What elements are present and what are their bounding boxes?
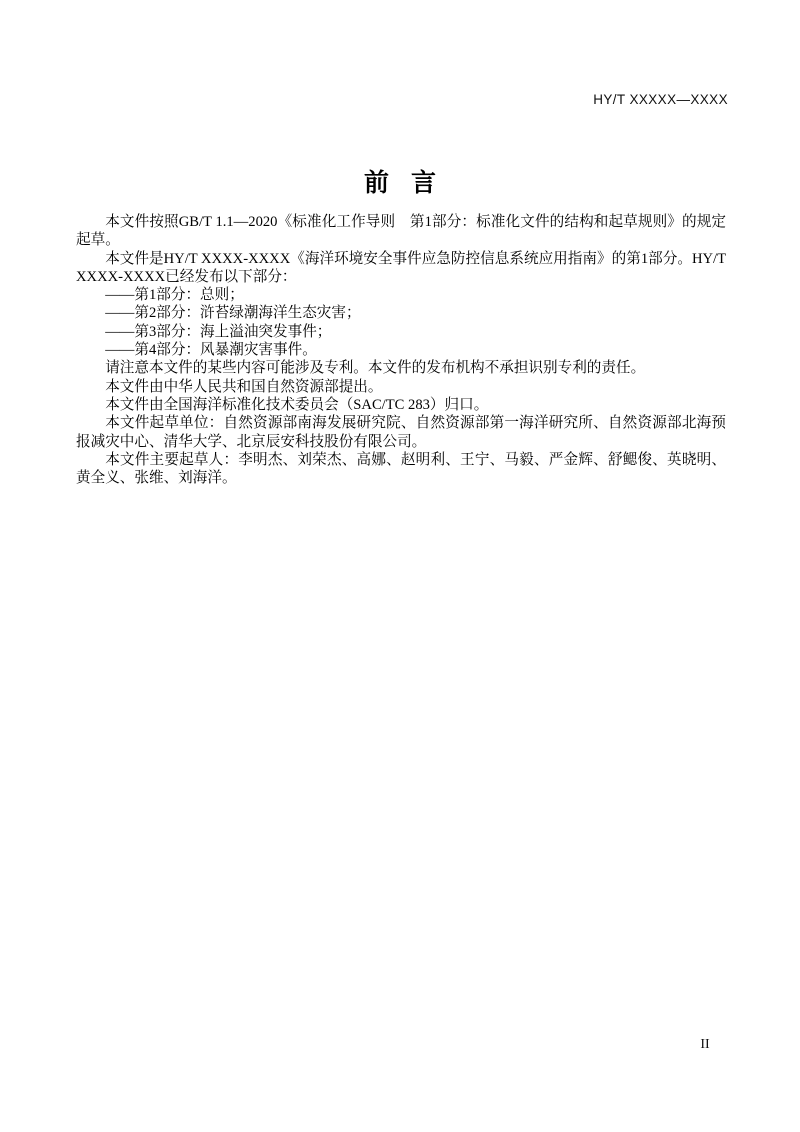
paragraph-technical-committee: 本文件由全国海洋标准化技术委员会（SAC/TC 283）归口。 <box>105 396 489 413</box>
paragraph-drafting-rules: 本文件按照GB/T 1.1—2020《标准化工作导则 第1部分：标准化文件的结构和起草规则》的规定起草。 <box>76 214 726 249</box>
list-item: ——第2部分：浒苔绿潮海洋生态灾害； <box>105 305 361 322</box>
paragraph-proposed-by: 本文件由中华人民共和国自然资源部提出。 <box>105 378 383 395</box>
list-item: ——第1部分：总则； <box>105 287 244 304</box>
paragraph-drafting-organizations: 本文件起草单位：自然资源部南海发展研究院、自然资源部第一海洋研究所、自然资源部北海预报减灾中心、清华大学、北京辰安科技股份有限公司。 <box>76 415 726 450</box>
list-item: ——第3部分：海上溢油突发事件； <box>105 323 332 340</box>
foreword-body <box>76 213 726 487</box>
paragraph-patent-notice: 请注意本文件的某些内容可能涉及专利。本文件的发布机构不承担识别专利的责任。 <box>105 360 646 377</box>
paragraph-part-of-series: 本文件是HY/T XXXX-XXXX《海洋环境安全事件应急防控信息系统应用指南》的第1部分。HY/T XXXX-XXXX已经发布以下部分： <box>76 250 726 285</box>
running-header-standard-code: HY/T XXXXX—XXXX <box>593 92 728 107</box>
list-item: ——第4部分：风暴潮灾害事件。 <box>105 342 317 359</box>
paragraph-main-drafters: 本文件主要起草人：李明杰、刘荣杰、高娜、赵明利、王宁、马毅、严金辉、舒鳃俊、英晓明、黄全义、张维、刘海洋。 <box>76 451 726 487</box>
page-number-footer: II <box>700 1037 710 1052</box>
page-title: 前言 <box>363 170 458 197</box>
